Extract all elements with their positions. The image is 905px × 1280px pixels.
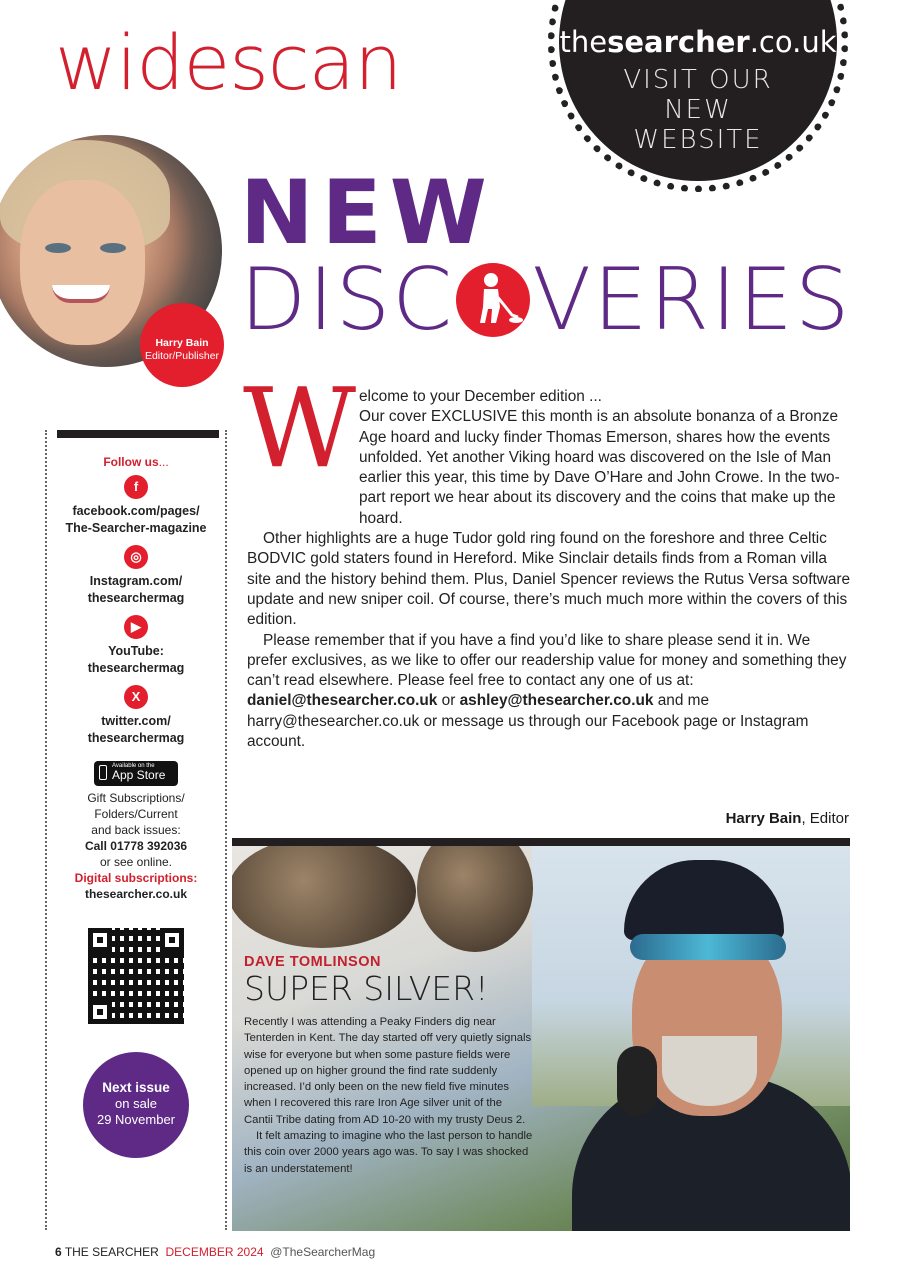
next-issue-date: 29 November [96, 1112, 176, 1127]
intro-or: or [441, 692, 456, 710]
website-cta[interactable]: VISIT OUR NEW WEBSITE [623, 65, 773, 155]
info-line: or see online. [99, 855, 173, 869]
metal-detectorist-icon [456, 263, 530, 337]
intro-paragraph-3 [247, 631, 852, 753]
info-line: Folders/Current [94, 807, 178, 821]
footer-issue: DECEMBER 2024 [165, 1245, 264, 1259]
intro-opening: elcome to your December edition ... [359, 388, 602, 405]
info-line: Gift Subscriptions/ [87, 791, 185, 805]
twitter-link[interactable] [47, 713, 225, 747]
next-issue-on-sale: on sale [115, 1096, 157, 1111]
app-store-label: App Store [112, 768, 166, 782]
detectorist-sunglasses [630, 934, 786, 960]
subscription-info [47, 790, 225, 902]
follow-us-heading [47, 455, 225, 469]
facebook-link-line2: The-Searcher-magazine [65, 521, 207, 535]
twitter-x-icon[interactable]: X [124, 685, 148, 709]
feature-paragraph-2: It felt amazing to imagine who the last person to handle this coin over 2000 years ago was. To say I was shocked is an understatement! [244, 1130, 533, 1175]
footer-publication: THE SEARCHER [64, 1245, 159, 1259]
intro-paragraph-1-text: Our cover EXCLUSIVE this month is an absolute bonanza of a Bronze Age hoard and lucky finder Thomas Emerson, shares how the events unfolded. Yet another Viking hoard was discovered on the Isle of Man earlier this year, this time by Dave O’Hare and John Crowe. In the two-part report we hear about its discovery and the coins that make up the hoard. [359, 408, 840, 527]
youtube-icon[interactable]: ▶ [124, 615, 148, 639]
qr-finder [88, 928, 112, 952]
intro-p3-end: and me harry@thesearcher.co.uk or message us through our Facebook page or Instagram account. [247, 692, 809, 751]
url-prefix: the [559, 25, 608, 59]
facebook-link[interactable] [47, 503, 225, 537]
youtube-link-line1: YouTube: [108, 644, 164, 658]
instagram-link[interactable] [47, 573, 225, 607]
feature-panel [232, 846, 850, 1231]
title-discoveries [240, 250, 852, 350]
url-brand: searcher [607, 25, 750, 59]
sidebar [45, 430, 227, 1230]
info-line: and back issues: [91, 823, 181, 837]
qr-finder [88, 1000, 112, 1024]
page-footer [55, 1245, 375, 1259]
app-store-small-text: Available on the [112, 763, 155, 769]
masthead: widescan [55, 18, 402, 107]
coin-obverse-image [232, 846, 416, 948]
intro-p3-start: Please remember that if you have a find you’d like to share please send it in. We prefer exclusives, as we like to offer our readership value for money and something they can’t read elsewhere. Please feel free to contact any one of us at: [247, 631, 847, 690]
instagram-icon[interactable]: ◎ [124, 545, 148, 569]
twitter-link-line2: thesearchermag [87, 731, 185, 745]
youtube-link-line2: thesearchermag [87, 661, 185, 675]
sidebar-divider [57, 430, 219, 438]
instagram-link-line1: Instagram.com/ [89, 574, 183, 588]
twitter-link-line1: twitter.com/ [101, 714, 171, 728]
editor-photo-face [20, 180, 145, 345]
coin-reverse-image [417, 846, 533, 952]
follow-suffix: ... [158, 455, 169, 469]
editor-photo-eye [45, 243, 71, 253]
detectorist-beard [662, 1036, 757, 1106]
feature-story [244, 1014, 534, 1177]
digital-subscriptions-link[interactable]: thesearcher.co.uk [84, 887, 188, 901]
website-badge-inner [559, 0, 837, 181]
editor-role: Editor/Publisher [144, 350, 220, 362]
email-ashley-link[interactable]: ashley@thesearcher.co.uk [459, 692, 654, 710]
signature-name: Harry Bain [725, 810, 802, 827]
next-issue-badge [83, 1052, 189, 1158]
intro-paragraph-2: Other highlights are a huge Tudor gold ring found on the foreshore and three Celtic BODVIC gold staters found in Hereford. Mike Sinclair details finds from a Roman villa site and the history behind them. Plus, Daniel Spencer reviews the Rutus Versa software update and new sniper coil. Of course, there’s much much more within the covers of this edition. [247, 530, 851, 629]
editor-photo-eye [100, 243, 126, 253]
feature-byline: DAVE TOMLINSON [244, 954, 381, 970]
page-number: 6 [55, 1245, 62, 1259]
qr-code[interactable] [88, 928, 184, 1024]
follow-label: Follow us [103, 455, 159, 469]
qr-finder [160, 928, 184, 952]
editor-photo-smile [52, 285, 110, 303]
dropcap: W [243, 364, 357, 492]
phone-icon [99, 765, 107, 780]
feature-headline: SUPER SILVER! [244, 969, 489, 1008]
youtube-link[interactable] [47, 643, 225, 677]
app-store-badge[interactable] [94, 761, 178, 786]
url-suffix: .co.uk [749, 25, 837, 59]
website-badge[interactable] [548, 0, 848, 192]
intro-text [247, 387, 852, 752]
intro-paragraph-1 [247, 407, 852, 529]
digital-subscriptions-label: Digital subscriptions: [74, 871, 198, 885]
signature-role: , Editor [801, 810, 849, 827]
feature-paragraph-1: Recently I was attending a Peaky Finders dig near Tenterden in Kent. The day started off very quietly signals wise for everyone but when some pasture fields were opened up on higher ground the find rate suddenly increased. I’d only been on the new field five minutes when I recovered this rare Iron Age silver unit of the Cantii Tribe dating from AD 10-20 with my trusty Deus 2. [244, 1016, 532, 1126]
headphones [617, 1046, 657, 1116]
title-disc-start: DISC [240, 250, 455, 350]
next-issue-title: Next issue [102, 1080, 170, 1095]
signature [726, 810, 849, 827]
feature-divider [232, 838, 850, 846]
title-disc-end: VERIES [532, 250, 852, 350]
instagram-link-line2: thesearchermag [87, 591, 185, 605]
facebook-icon[interactable]: f [124, 475, 148, 499]
feature-text [244, 954, 534, 1177]
footer-handle[interactable]: @TheSearcherMag [270, 1245, 376, 1259]
phone-number[interactable]: Call 01778 392036 [84, 839, 188, 853]
title-new: NEW [240, 161, 495, 264]
website-url[interactable] [559, 25, 837, 59]
facebook-link-line1: facebook.com/pages/ [72, 504, 200, 518]
editor-name: Harry Bain [155, 337, 209, 349]
editor-badge [140, 303, 224, 387]
email-daniel-link[interactable]: daniel@thesearcher.co.uk [247, 692, 438, 710]
